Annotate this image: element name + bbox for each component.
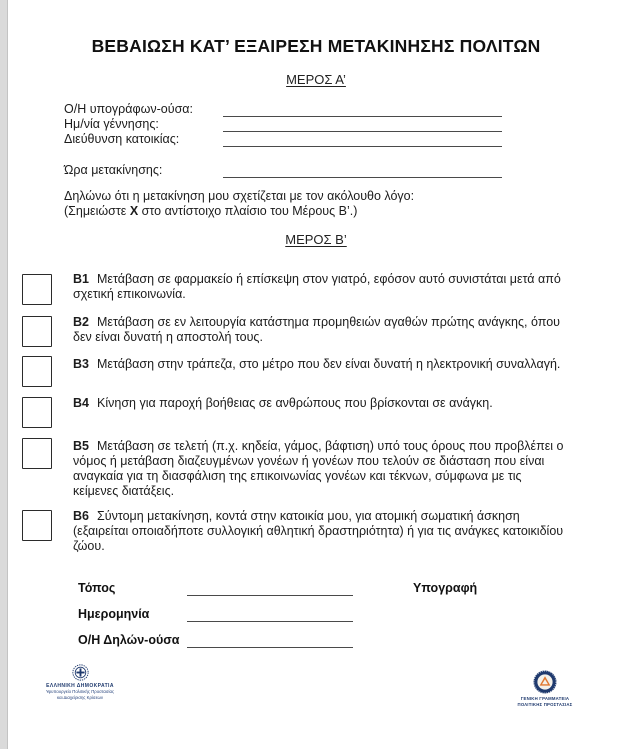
reason-text-b3: Μετάβαση στην τράπεζα, στο μέτρο που δεν είναι δυνατή η ηλεκτρονική συναλλαγή. [97,357,561,371]
reason-code-b5: B5 [73,439,89,453]
date-label: Ημερομηνία [78,607,150,621]
reason-item-b5 [73,439,567,499]
hellenic-republic-emblem-icon [72,664,89,681]
checkbox-b4[interactable] [22,397,52,428]
reason-code-b2: B2 [73,315,89,329]
signatory-label: Ο/Η υπογράφων-ούσα: [64,102,193,116]
civil-protection-emblem-icon [533,670,557,694]
declaration-line2: (Σημειώστε X στο αντίστοιχο πλαίσιο του Μέρους Β’.) [64,204,358,218]
civil-protection-logo [505,670,585,707]
reason-text-b4: Κίνηση για παροχή βοήθειας σε ανθρώπους που βρίσκονται σε ανάγκη. [97,396,493,410]
reason-item-b4 [73,396,567,411]
movement-time-label: Ώρα μετακίνησης: [64,163,163,177]
checkbox-b2[interactable] [22,316,52,347]
declaration-text [64,189,584,219]
checkbox-b3[interactable] [22,356,52,387]
reason-item-b6 [73,509,567,554]
birthdate-label: Ημ/νία γέννησης: [64,117,159,131]
reason-item-b2 [73,315,567,345]
page-title: ΒΕΒΑΙΩΣΗ ΚΑΤ’ ΕΞΑΙΡΕΣΗ ΜΕΤΑΚΙΝΗΣΗΣ ΠΟΛΙΤΩΝ [91,36,541,56]
ministry-text-line1: Υφυπουργείο Πολιτικής Προστασίας [45,689,115,694]
reason-text-b1: Μετάβαση σε φαρμακείο ή επίσκεψη στον γιατρό, εφόσον αυτό συνιστάται μετά από σχετική επικοινωνία. [73,272,561,301]
date-field[interactable] [187,607,353,622]
reason-item-b1 [73,272,567,302]
hellenic-republic-logo [20,664,140,700]
signature-label: Υπογραφή [413,581,478,595]
reason-code-b1: B1 [73,272,89,286]
movement-time-field[interactable] [223,163,502,178]
reason-item-b3 [73,357,567,372]
hellenic-republic-text: ΕΛΛΗΝΙΚΗ ΔΗΜΟΚΡΑΤΙΑ [46,683,114,689]
reason-text-b6: Σύντομη μετακίνηση, κοντά στην κατοικία μου, για ατομική σωματική άσκηση (εξαιρείται οποιαδήποτε συλλογική αθλητική δραστηριότητα) ή για τις ανάγκες κατοικιδίου ζώου. [73,509,564,553]
general-secretariat-text-line2: ΠΟΛΙΤΙΚΗΣ ΠΡΟΣΤΑΣΙΑΣ [517,701,573,707]
declarant-label: Ο/Η Δηλών-ούσα [78,633,180,647]
address-label: Διεύθυνση κατοικίας: [64,132,180,146]
checkbox-b5[interactable] [22,438,52,469]
general-secretariat-text-line1: ΓΕΝΙΚΗ ΓΡΑΜΜΑΤΕΙΑ [520,696,570,701]
reason-code-b6: B6 [73,509,89,523]
birthdate-field[interactable] [223,117,502,132]
place-field[interactable] [187,581,353,596]
ministry-text-line2: και Διαχείρισης Κρίσεων [57,694,103,700]
part-a-heading: ΜΕΡΟΣ Α’ [286,72,346,87]
checkbox-b6[interactable] [22,510,52,541]
reason-code-b3: B3 [73,357,89,371]
signatory-field[interactable] [223,102,502,117]
declarant-field[interactable] [187,633,353,648]
place-label: Τόπος [78,581,116,595]
reason-text-b5: Μετάβαση σε τελετή (π.χ. κηδεία, γάμος, βάφτιση) υπό τους όρους που προβλέπει ο νόμος ή μετάβαση διαζευγμένων γονέων ή γονέων που τελούν σε διάσταση που είναι αναγκαία για τη διασφάλιση της επικοινωνίας γονέων και τέκνων, σύμφωνα με τις κείμενες διατάξεις. [73,439,564,498]
part-b-heading: ΜΕΡΟΣ Β’ [285,232,347,247]
declaration-line1: Δηλώνω ότι η μετακίνηση μου σχετίζεται με τον ακόλουθο λόγο: [64,189,415,203]
reason-code-b4: B4 [73,396,89,410]
checkbox-b1[interactable] [22,274,52,305]
address-field[interactable] [223,132,502,147]
reason-text-b2: Μετάβαση σε εν λειτουργία κατάστημα προμηθειών αγαθών πρώτης ανάγκης, όπου δεν είναι δυνατή η αποστολή τους. [73,315,560,344]
page-edge-strip [0,0,8,749]
